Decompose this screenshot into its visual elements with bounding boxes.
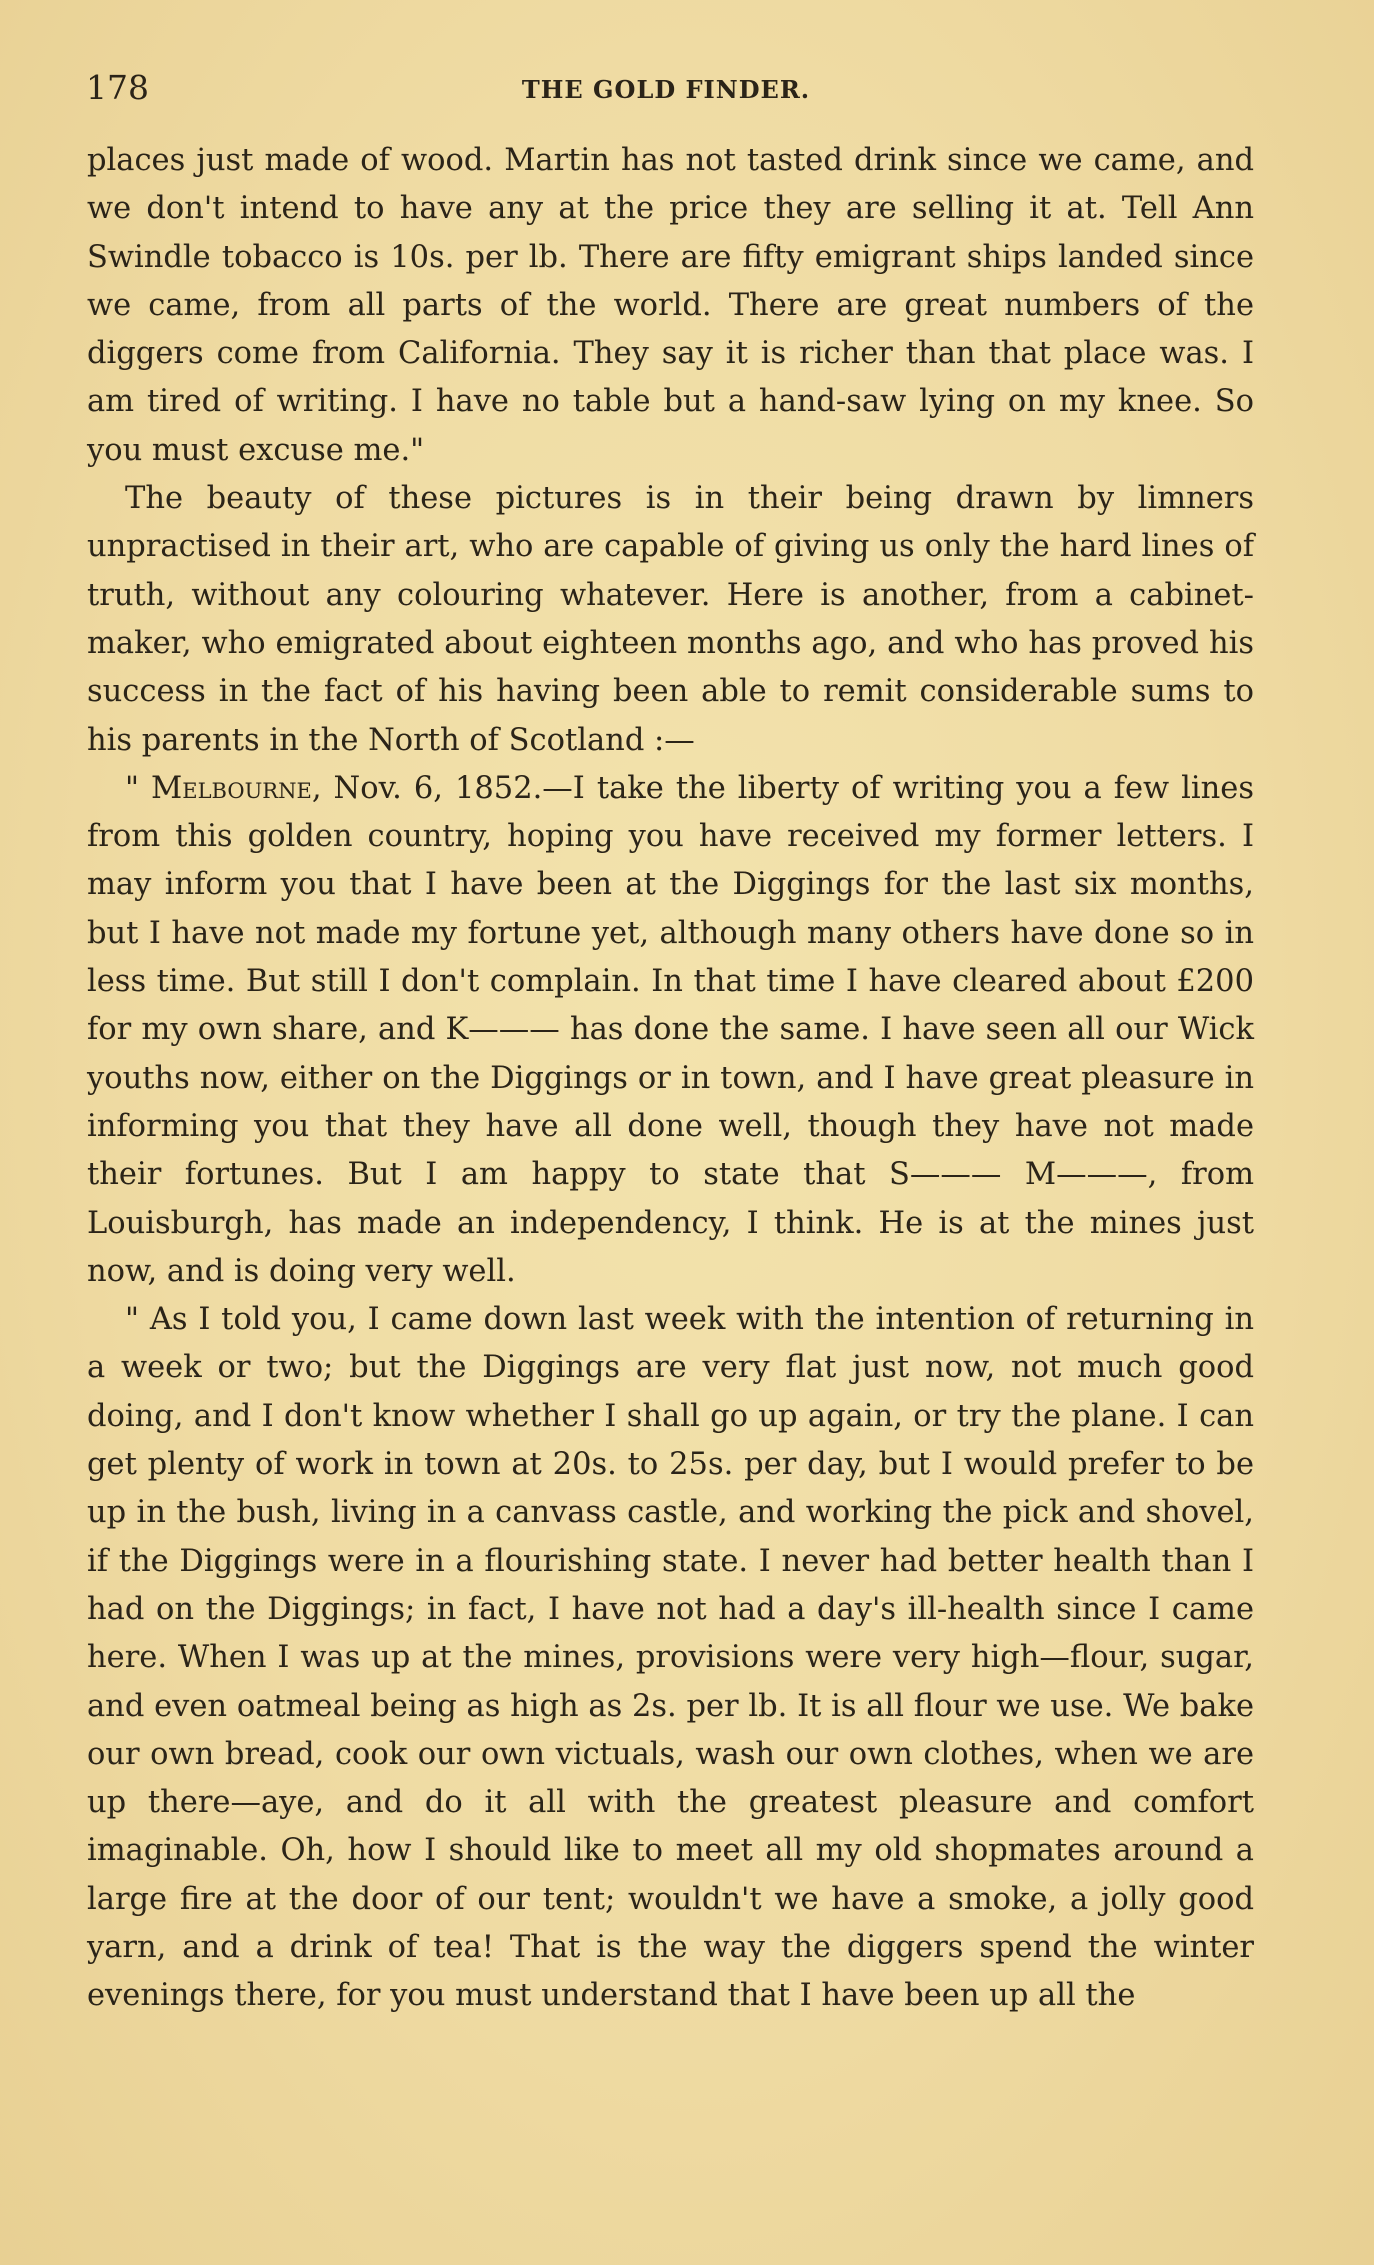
paragraph-letter-second: " As I told you, I came down last week with the intention of returning in a week or two; but the Diggings are very flat just now, not much good doing, and I don't know whether I shall go up again, or try the plane. I can get plenty of work in town at 20s. to 25s. per day, but I would prefer to be up in the bush, living in a canvass castle, and working the pick and shovel, if the Diggings were in a flourishing state. I never had better health than I had on the Diggings; in fact, I have not had a day's ill-health since I came here. When I was up at the mines, provisions were very high—flour, sugar, and even oatmeal being as high as 2s. per lb. It is all flour we use. We bake our own bread, cook our own victuals, wash our own clothes, when we are up there—aye, and do it all with the greatest pleasure and comfort imaginable. Oh, how I should like to meet all my old shopmates around a large fire at the door of our tent; wouldn't we have a smoke, a jolly good yarn, and a drink of tea! That is the way the diggers spend the winter evenings there, for you must understand that I have been up all the: [87, 1302, 1254, 2014]
body-text: [87, 137, 1254, 2021]
paragraph-melbourne-letter: [87, 765, 1254, 1296]
paragraph-letter-continuation: places just made of wood. Martin has not tasted drink since we came, and we don't intend to have any at the price they are selling it at. Tell Ann Swindle tobacco is 10s. per lb. There are fifty emigrant ships landed since we came, from all parts of the world. There are great numbers of the diggers come from California. They say it is richer than that place was. I am tired of writing. I have no table but a hand-saw lying on my knee. So you must excuse me.": [87, 143, 1254, 468]
running-title: THE GOLD FINDER.: [521, 75, 811, 104]
page-number: 178: [86, 68, 149, 107]
opening-quote: ": [125, 770, 152, 806]
page-header: [86, 68, 1246, 108]
paragraph-commentary: The beauty of these pictures is in their being drawn by limners unpractised in their art, who are capable of giving us only the hard lines of truth, without any colouring whatever. Here is another, from a cabinet-maker, who emigrated about eighteen months ago, and who has proved his success in the fact of his having been able to remit considerable sums to his parents in the North of Scotland :—: [87, 481, 1254, 758]
letter-place: Melbourne: [151, 770, 312, 806]
letter-body: , Nov. 6, 1852.—I take the liberty of writing you a few lines from this golden country, hoping you have received my former letters. I may inform you that I have been at the Diggings for the last six months, but I have not made my fortune yet, although many others have done so in less time. But still I don't complain. In that time I have cleared about £200 for my own share, and K——— has done the same. I have seen all our Wick youths now, either on the Diggings or in town, and I have great pleasure in informing you that they have all done well, though they have not made their fortunes. But I am happy to state that S——— M———, from Louisburgh, has made an independency, I think. He is at the mines just now, and is doing very well.: [87, 770, 1254, 1289]
